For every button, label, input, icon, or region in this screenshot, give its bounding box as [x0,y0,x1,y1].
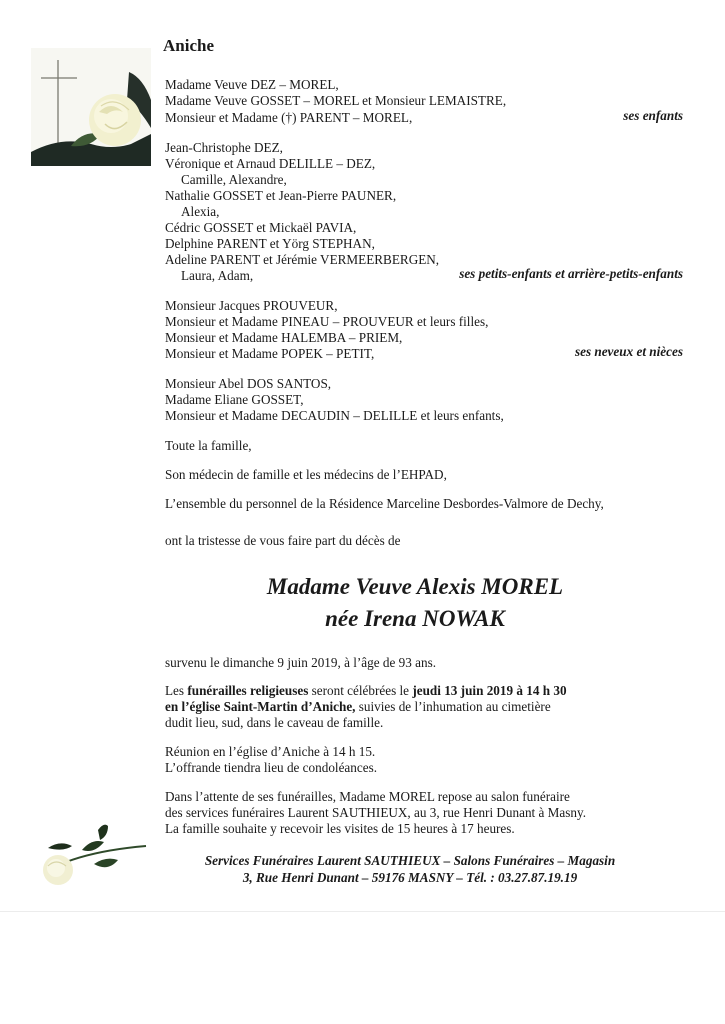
relation-label: ses enfants [623,108,683,123]
announcement-line: ont la tristesse de vous faire part du décès de [165,533,401,548]
family-line: Jean-Christophe DEZ, [165,140,283,155]
family-line: Monsieur Abel DOS SANTOS, [165,376,332,391]
family-line: Nathalie GOSSET et Jean-Pierre PAUNER, [165,188,397,203]
rest-line: La famille souhaite y recevoir les visites de 15 heures à 17 heures. [165,821,515,836]
funeral-home-name: Services Funéraires Laurent SAUTHIEUX – Salons Funéraires – Magasin [204,853,616,868]
death-date-line: survenu le dimanche 9 juin 2019, à l’âge de 93 ans. [165,655,437,670]
family-line: Son médecin de famille et les médecins de l’EHPAD, [165,467,447,482]
family-line: Laura, Adam, [181,268,254,283]
funeral-line: dudit lieu, sud, dans le caveau de famille. [165,715,384,730]
page-divider [0,911,725,912]
family-line: Madame Eliane GOSSET, [165,392,304,407]
family-line: Madame Veuve GOSSET – MOREL et Monsieur LEMAISTRE, [165,93,507,108]
family-line: L’ensemble du personnel de la Résidence Marceline Desbordes-Valmore de Dechy, [165,496,604,511]
family-line: Delphine PARENT et Yörg STEPHAN, [165,236,375,251]
family-line: Alexia, [181,204,220,219]
funeral-home-address: 3, Rue Henri Dunant – 59176 MASNY – Tél. : 03.27.87.19.19 [242,870,578,885]
family-line: Adeline PARENT et Jérémie VERMEERBERGEN, [165,252,440,267]
rest-line: Dans l’attente de ses funérailles, Madame MOREL repose au salon funéraire [165,789,570,804]
deceased-birth-name: née Irena NOWAK [325,606,505,631]
relation-label: ses neveux et nièces [574,344,683,359]
family-line: Madame Veuve DEZ – MOREL, [165,77,339,92]
family-line: Camille, Alexandre, [181,172,287,187]
meeting-line: Réunion en l’église d’Aniche à 14 h 15. [165,744,376,759]
family-line: Véronique et Arnaud DELILLE – DEZ, [165,156,376,171]
white-rose-icon [38,820,150,892]
family-line: Cédric GOSSET et Mickaël PAVIA, [165,220,357,235]
family-line: Monsieur et Madame DECAUDIN – DELILLE et leurs enfants, [165,408,504,423]
family-line: Monsieur et Madame HALEMBA – PRIEM, [165,330,403,345]
town-title: Aniche [163,36,214,55]
family-line: Monsieur Jacques PROUVEUR, [165,298,338,313]
rest-line: des services funéraires Laurent SAUTHIEUX, au 3, rue Henri Dunant à Masny. [165,805,587,820]
family-line: Monsieur et Madame PINEAU – PROUVEUR et leurs filles, [165,314,489,329]
family-line: Monsieur et Madame (†) PARENT – MOREL, [165,110,413,125]
funeral-line: en l’église Saint-Martin d’Aniche, suivies de l’inhumation au cimetière [165,699,551,714]
cross-rose-photo [31,48,151,166]
deceased-name: Madame Veuve Alexis MOREL [266,574,564,599]
family-line: Toute la famille, [165,438,252,453]
family-line: Monsieur et Madame POPEK – PETIT, [165,346,375,361]
relation-label: ses petits-enfants et arrière-petits-enfants [459,266,683,281]
funeral-line: Les funérailles religieuses seront célébrées le jeudi 13 juin 2019 à 14 h 30 [165,683,567,698]
meeting-line: L’offrande tiendra lieu de condoléances. [165,760,378,775]
